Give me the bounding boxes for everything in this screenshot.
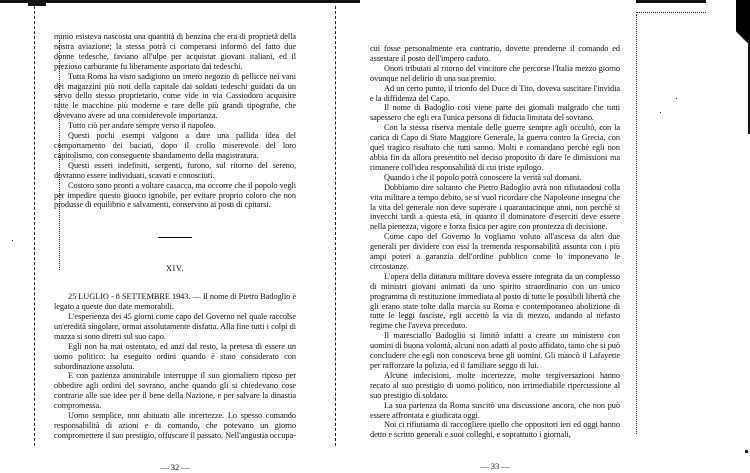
page-number-right: — 33 — (480, 461, 510, 472)
next-page-edge (636, 0, 750, 454)
chapter-body (54, 292, 296, 441)
paragraph: Noi ci rifiutiamo di raccogliere quello che oppositori ieri ed oggi hanno detto e scritto generali e suoi colleghi, e soprattutto i giornali, (370, 420, 620, 440)
paragraph: Egli non ha mai ostentato, ed anzi dal resto, la pretesa di essere un uomo politico: ha eseguito ordini quando è stato considerato con subordinazione assoluta. (54, 341, 296, 371)
paragraph: Il maresciallo Badoglio si limitò infatti a creare un ministero con uomini di buona volontà, alcuni non adatti al posto affidato, tanto che si può concludere che egli non conosceva bene gli uomini. Gli mancò il Lafayette per rafforzare la polizia, ed il familiare seggo di lui. (370, 331, 620, 370)
paragraph: Il nome di Badoglio così viene parte dei giornali malgrado che tutti sapessero che egli era l'unica persona di fiducia limitata del sovrano. (370, 103, 620, 123)
left-page-body (54, 32, 296, 210)
left-page (54, 32, 296, 473)
left-margin-scan-line (34, 6, 35, 446)
paragraph: 25 LUGLIO - 8 SETTEMBRE 1943. — Il nome di Pietro Badoglio è legato a queste due date memorabili. (54, 292, 296, 312)
gutter-scan-line (335, 6, 336, 446)
paragraph: Onori tributati al ritorno del vincitore che percorse l'Italia mezzo giorno ovunque nel delirio di una sua premio. (370, 63, 620, 83)
scan-speck (660, 112, 661, 113)
scan-corner-mark (28, 0, 46, 6)
next-page-header-bar (636, 0, 706, 3)
paragraph: Dobbiamo dire soltanto che Pietro Badoglio avrà non rifiutandosi colla vita militare a tempo debito, se si vuol ricordare che Napoleone insegna che la vita del generale non deve superare i quarantacinque anni, non perchè si invecchi tardi a questa età, in quanto il dominatore d'eserciti deve essere nella pienezza, vigore e forza fisica per agire con prontezza di decisione. (370, 182, 620, 232)
paragraph: Uomo semplice, non abituato alle incertezze. Lo spesso comando responsabilità di azioni e di comando, che potevano un giorno compromettere il suo prestigio, offuscare il passato. Nell'angustia occupa- (54, 411, 296, 440)
paragraph: Tutto ciò per andare sempre verso il napoleo. (68, 121, 216, 131)
paragraph: Costoro sono pronti a voltare casacca, ma occorre che il popolo vegli per impedire questo giuoco ignobile, per evitare proprio coloro che non produsse di equilibrio e salvamenti, conservino ai posti di cpitarsi. (54, 180, 296, 210)
next-page-header-dots (636, 12, 706, 13)
chapter-heading: XIV. (165, 263, 185, 274)
scan-speck (676, 98, 677, 99)
paragraph: Quando i che il popolo potrà conoscere la verità sul domani. (384, 172, 582, 182)
paragraph: Questi pochi esempi valgono a dare una pallida idea del comportamento dei baciati, dopo il crollo miserevole del loro capitolismo, con conseguente sbandamento della magistratura. (54, 131, 296, 160)
paragraph: cui fosse personalmente era contrario, dovette prenderne il comando ed assestare il posto dell'impero caduto. (370, 44, 620, 63)
paragraph: L'opera della dittatura militare doveva essere integrata da un complesso di ministri giovani animati da uno spirito straordinario con un unico programma di restituzione immediata al posto di tutte le possibili libertà che gli erano state tolte dalla marcia su Roma e contemporaneo abolizione di tutte le leggi fasciste, egli accettò la via di mezzo, andando al nefasto regime che l'aveva preceduto. (370, 271, 620, 331)
paragraph: Alcune indecisioni, molte incertezze, molte tergiversazioni hanno recato al suo prestigio di uomo politico, non irrimediabile ripercussione al suo prestigio di soldato. (370, 370, 620, 400)
paragraph: Tutta Roma ha visto sadigiono un intero negozio di pellicce nei vani dei magazzini più noti della capitale dai soldati tedeschi guidati da un servo dello stesso proprietario, come vide in via Cassiodoro acquisire tutte le macchine più moderne e rare delle più grandi tipografie, che dovevano avere ad una considerevole importanza. (54, 71, 296, 121)
paragraph: Ad un certo punto, il trionfo del Duce di Tito, doveva suscitare l'invidia e la diffidenza del Capo. (370, 83, 620, 103)
paragraph: Come capo del Governo lo vogliamo voluto all'ascesa da altri due generali per dividere con essi la tremenda responsabilità assunta con i più ampi poteri a garanzia dell'ordine pubblico come lo imponevano le circostanze. (370, 232, 620, 271)
scan-speck (745, 450, 748, 453)
paragraph: Con la stessa riserva mentale delle guerre sempre agli occultò, con la carica di Capo di Stato Maggiore Generale, la guerra contro la Grecia, con quel tragico risultato che tutti sanno. Molti e comandano perchè egli non abbia fin da allora presentito nel deciso proposito di dare le dimissioni ma rimanere coll'idea responsabilità di cui triste epilogo. (370, 123, 620, 172)
paragraph: minio esisteva nascosta una quantità di benzina che era di proprietà della nostra aviazione; la stessa potrà ci comperarsi informò del fatto due donne tedesche, faviano all'ulpe per acquistar giovani italiani, ed il prezioso carburante fu liberamente asportato dai tedeschi. (54, 32, 296, 71)
paragraph: Questi esseri indefiniti, sergenti, furono, sul ritorno del sereno, dovranno essere individuati, scavati e conosciuti. (54, 160, 296, 180)
scan-speck (12, 240, 13, 241)
section-rule (158, 237, 192, 238)
next-page-left-line (636, 14, 637, 434)
paragraph: La sua partenza da Roma suscitò una discussione ancora, che non può essere affrontata e giudicata oggi. (370, 400, 620, 420)
right-page (370, 44, 620, 472)
paragraph: L'esperienza dei 45 giorni come capo del Governo nel quale raccolse un'eredità singolare, ormai assolutamente disfatta. Alla fine tutti i colpi di mazza si sono diretti sul suo capo. (54, 312, 296, 341)
scan-top-edge (0, 0, 360, 3)
right-page-body (370, 44, 620, 440)
page-number-left: — 32 — (160, 461, 190, 472)
paragraph: E con pazienza ammirabile interruppe il suo giornaliero riposo per obbedire agli ordini del sovrano, anche quando gli si chiedevano cose contrarie alle sue idee per il bene della Nazione, e per salvare la dinastia compromessa. (54, 371, 296, 411)
